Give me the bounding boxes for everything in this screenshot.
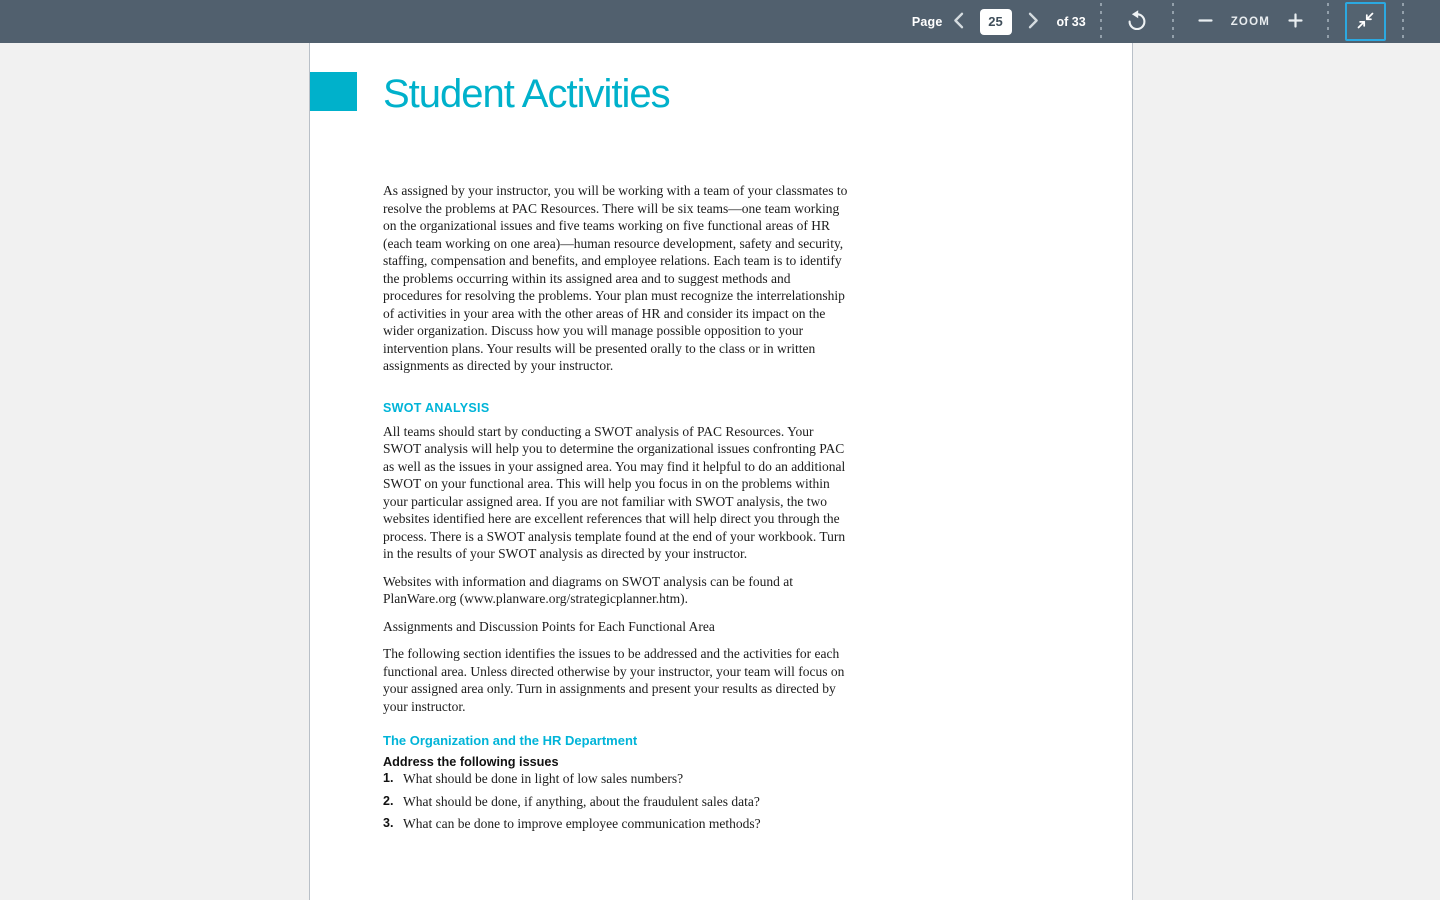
toolbar-divider [1327,3,1329,41]
chevron-left-icon [953,12,964,32]
minus-icon [1198,13,1213,31]
issues-list [383,770,851,833]
toolbar-controls [912,0,1440,43]
assignments-line: Assignments and Discussion Points for Each Functional Area [383,618,715,634]
list-item-text: What should be done, if anything, about the fraudulent sales data? [403,793,760,809]
swot-paragraph: All teams should start by conducting a SWOT analysis of PAC Resources. Your SWOT analysis will help you to determine the organizational issues confronting PAC as well as the issues in your assigned area. You may find it helpful to do an additional SWOT on your functional area. This will help you focus in on the problems within your particular assigned area. If you are not familiar with SWOT analysis, the two websites identified here are excellent references that will help direct you through the process. There is a SWOT analysis template found at the end of your workbook. Turn in the results of your SWOT analysis as directed by your instructor. [383,423,846,561]
document-page [309,43,1133,900]
toolbar-divider [1100,3,1102,41]
page-total-label: of 33 [1056,14,1086,29]
previous-page-button[interactable] [949,8,968,36]
page-label: Page [911,14,943,29]
zoom-in-button[interactable] [1284,9,1307,35]
exit-fullscreen-button[interactable] [1345,2,1386,41]
chevron-right-icon [1028,12,1039,32]
list-item-number: 2. [383,793,394,808]
page-title: Student Activities [383,72,670,116]
following-paragraph: The following section identifies the issues to be addressed and the activities for each functional area. Unless directed otherwise by your instructor, your team will focus on your assigned area only. Turn in assignments and present your results as directed by your instructor. [383,646,845,714]
list-item-number: 3. [383,816,394,830]
page-number-input[interactable] [980,9,1012,35]
websites-paragraph: Websites with information and diagrams on SWOT analysis can be found at PlanWare.org (www.planware.org/strategicplanner.htm). [383,573,793,606]
viewer-toolbar [0,0,1440,43]
next-page-button[interactable] [1024,8,1043,36]
rotate-icon [1126,9,1148,35]
swot-analysis-heading: SWOT ANALYSIS [383,400,490,415]
organization-hr-heading: The Organization and the HR Department [383,733,638,748]
list-item [383,815,851,833]
list-item [383,770,851,788]
compress-arrows-icon [1355,10,1376,34]
toolbar-divider [1402,3,1404,41]
address-issues-heading: Address the following issues [383,755,559,769]
toolbar-divider [1172,3,1174,41]
page-content [383,182,851,838]
viewer-canvas [0,43,1440,900]
list-item-text: What can be done to improve employee communication methods? [403,816,761,831]
list-item-text: What should be done in light of low sales numbers? [403,771,684,786]
zoom-label: ZOOM [1230,15,1270,28]
list-item [383,793,851,811]
list-item-number: 1. [383,771,394,785]
rotate-button[interactable] [1122,5,1152,39]
plus-icon [1288,13,1303,31]
intro-paragraph: As assigned by your instructor, you will be working with a team of your classmates to resolve the problems at PAC Resources. There will be six teams—one team working on the organizational issues and five teams working on five functional areas of HR (each team working on one area)—human resource development, safety and security, staffing, compensation and benefits, and employee relations. Each team is to identify the problems occurring within its assigned area and to suggest methods and procedures for resolving the problems. Your plan must recognize the interrelationship of activities in your area with the other areas of HR and consider its impact on the wider organization. Discuss how you will manage possible opposition to your intervention plans. Your results will be presented orally to the class or in written assignments as directed by your instructor. [383,183,848,373]
zoom-out-button[interactable] [1194,9,1217,35]
title-accent-square [310,72,357,111]
